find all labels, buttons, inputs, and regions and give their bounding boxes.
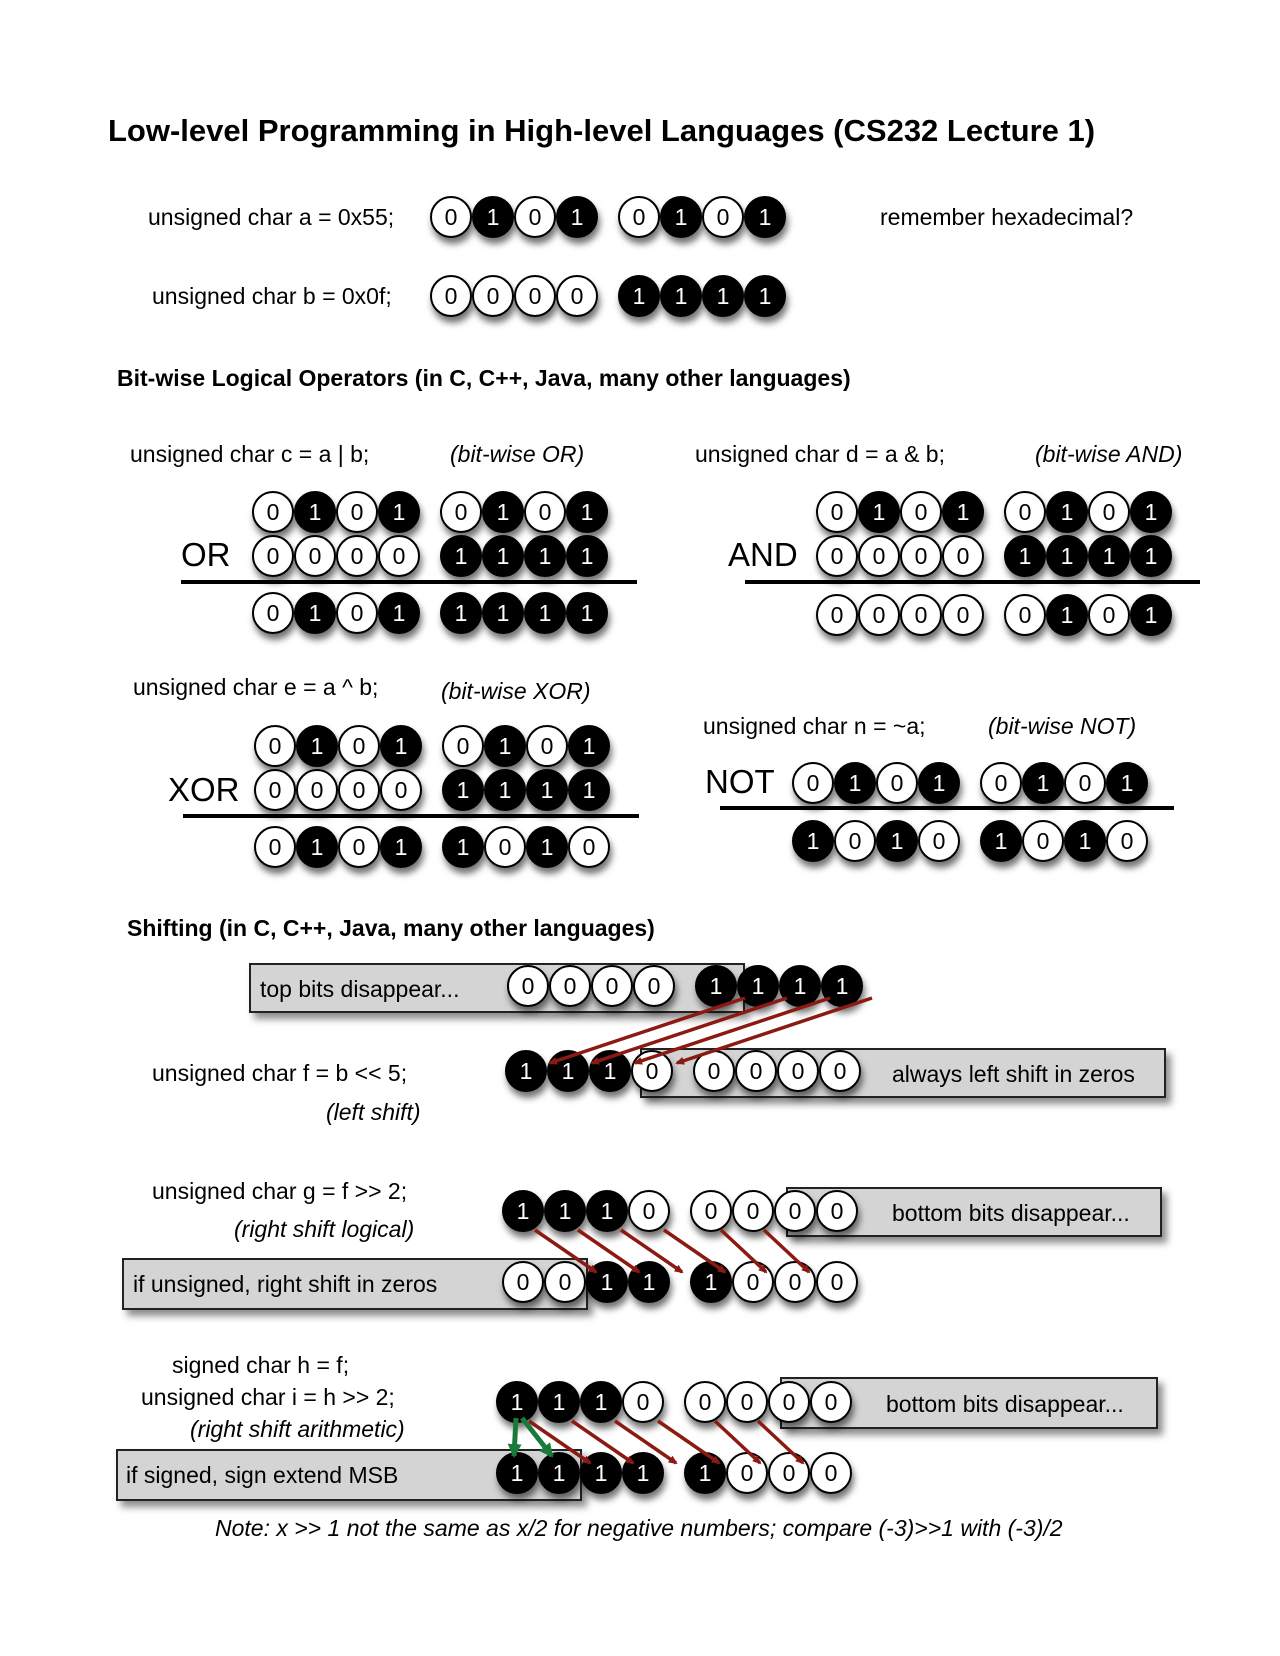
bit-1: 1 — [1106, 762, 1148, 804]
and-desc: (bit-wise AND) — [1035, 441, 1183, 467]
bit-0: 0 — [858, 594, 900, 636]
bit-1: 1 — [586, 1190, 628, 1232]
bit-0: 0 — [544, 1261, 586, 1303]
bit-1: 1 — [1046, 491, 1088, 533]
rsl-fill-note: if unsigned, right shift in zeros — [133, 1271, 438, 1297]
and-rule — [745, 580, 1200, 584]
bit-0: 0 — [1004, 594, 1046, 636]
bit-1: 1 — [1130, 535, 1172, 577]
bit-0: 0 — [918, 820, 960, 862]
and-decl: unsigned char d = a & b; — [695, 441, 945, 467]
bit-1: 1 — [1088, 535, 1130, 577]
bit-0: 0 — [732, 1190, 774, 1232]
bit-0: 0 — [810, 1452, 852, 1494]
page-title: Low-level Programming in High-level Languages (CS232 Lecture 1) — [108, 113, 1096, 148]
bit-0: 0 — [633, 965, 675, 1007]
bit-0: 0 — [254, 769, 296, 811]
bit-1: 1 — [482, 592, 524, 634]
bit-0: 0 — [900, 491, 942, 533]
bit-0: 0 — [296, 769, 338, 811]
bit-0: 0 — [693, 1050, 735, 1092]
bit-0: 0 — [980, 762, 1022, 804]
bit-1: 1 — [918, 762, 960, 804]
bit-0: 0 — [816, 1190, 858, 1232]
bit-1: 1 — [380, 826, 422, 868]
or-desc: (bit-wise OR) — [450, 441, 585, 467]
bit-1: 1 — [568, 725, 610, 767]
bit-1: 1 — [858, 491, 900, 533]
bit-1: 1 — [482, 535, 524, 577]
bit-1: 1 — [538, 1452, 580, 1494]
bit-1: 1 — [1130, 491, 1172, 533]
bitwise-heading: Bit-wise Logical Operators (in C, C++, Java, many other languages) — [117, 365, 851, 391]
bit-0: 0 — [792, 762, 834, 804]
bit-0: 0 — [430, 196, 472, 238]
bit-1: 1 — [589, 1050, 631, 1092]
bit-0: 0 — [526, 725, 568, 767]
bit-1: 1 — [684, 1452, 726, 1494]
bit-0: 0 — [834, 820, 876, 862]
not-rule — [720, 806, 1174, 810]
bit-1: 1 — [779, 965, 821, 1007]
bit-0: 0 — [684, 1381, 726, 1423]
decl-b: unsigned char b = 0x0f; — [152, 283, 392, 309]
bit-1: 1 — [876, 820, 918, 862]
shifting-heading: Shifting (in C, C++, Java, many other languages) — [127, 915, 655, 941]
rsl-bottom-note: bottom bits disappear... — [892, 1200, 1130, 1226]
bit-1: 1 — [660, 196, 702, 238]
bit-1: 1 — [737, 965, 779, 1007]
bit-1: 1 — [482, 491, 524, 533]
bit-1: 1 — [378, 592, 420, 634]
bit-0: 0 — [690, 1190, 732, 1232]
bit-1: 1 — [622, 1452, 664, 1494]
bit-0: 0 — [628, 1190, 670, 1232]
bit-0: 0 — [507, 965, 549, 1007]
rsa-fill-note: if signed, sign extend MSB — [126, 1462, 399, 1488]
decl-a: unsigned char a = 0x55; — [148, 204, 395, 230]
bit-0: 0 — [777, 1050, 819, 1092]
rsl-decl: unsigned char g = f >> 2; — [152, 1178, 408, 1204]
bit-1: 1 — [821, 965, 863, 1007]
bit-0: 0 — [502, 1261, 544, 1303]
or-rule — [181, 580, 637, 584]
bit-1: 1 — [586, 1261, 628, 1303]
bit-1: 1 — [380, 725, 422, 767]
not-desc: (bit-wise NOT) — [988, 713, 1137, 739]
bit-0: 0 — [338, 725, 380, 767]
hex-note: remember hexadecimal? — [880, 204, 1134, 230]
bit-0: 0 — [726, 1381, 768, 1423]
bit-0: 0 — [735, 1050, 777, 1092]
bit-1: 1 — [294, 592, 336, 634]
bit-0: 0 — [726, 1452, 768, 1494]
bit-0: 0 — [942, 535, 984, 577]
bit-1: 1 — [547, 1050, 589, 1092]
bit-0: 0 — [1064, 762, 1106, 804]
bit-1: 1 — [566, 592, 608, 634]
bit-0: 0 — [252, 491, 294, 533]
bit-1: 1 — [834, 762, 876, 804]
bit-0: 0 — [442, 725, 484, 767]
bit-0: 0 — [524, 491, 566, 533]
bit-1: 1 — [440, 592, 482, 634]
bit-1: 1 — [566, 535, 608, 577]
bit-1: 1 — [568, 769, 610, 811]
bit-0: 0 — [549, 965, 591, 1007]
bit-1: 1 — [744, 275, 786, 317]
bit-0: 0 — [556, 275, 598, 317]
xor-rule — [183, 814, 639, 818]
bit-0: 0 — [430, 275, 472, 317]
bit-1: 1 — [942, 491, 984, 533]
bit-0: 0 — [631, 1050, 673, 1092]
bit-1: 1 — [294, 491, 336, 533]
left-desc: (left shift) — [326, 1099, 421, 1125]
rsa-desc: (right shift arithmetic) — [190, 1416, 405, 1442]
bit-0: 0 — [876, 762, 918, 804]
bit-0: 0 — [1022, 820, 1064, 862]
bit-0: 0 — [338, 769, 380, 811]
bit-1: 1 — [695, 965, 737, 1007]
bit-0: 0 — [819, 1050, 861, 1092]
bit-1: 1 — [442, 769, 484, 811]
xor-op: XOR — [168, 771, 240, 808]
top-bits-note: top bits disappear... — [260, 976, 460, 1002]
rsl-desc: (right shift logical) — [234, 1216, 415, 1242]
bit-1: 1 — [524, 535, 566, 577]
bit-1: 1 — [538, 1381, 580, 1423]
bit-1: 1 — [1046, 535, 1088, 577]
bit-0: 0 — [254, 725, 296, 767]
bit-0: 0 — [618, 196, 660, 238]
rsa-bottom-note: bottom bits disappear... — [886, 1391, 1124, 1417]
left-decl: unsigned char f = b << 5; — [152, 1060, 408, 1086]
bit-0: 0 — [336, 491, 378, 533]
bit-1: 1 — [496, 1452, 538, 1494]
bit-1: 1 — [1022, 762, 1064, 804]
bit-0: 0 — [768, 1381, 810, 1423]
bit-1: 1 — [526, 826, 568, 868]
bit-0: 0 — [816, 491, 858, 533]
bit-1: 1 — [1004, 535, 1046, 577]
bit-0: 0 — [514, 275, 556, 317]
bit-1: 1 — [556, 196, 598, 238]
bit-1: 1 — [580, 1381, 622, 1423]
bit-1: 1 — [1130, 594, 1172, 636]
bit-0: 0 — [810, 1381, 852, 1423]
bit-1: 1 — [496, 1381, 538, 1423]
xor-decl: unsigned char e = a ^ b; — [133, 674, 379, 700]
bit-0: 0 — [380, 769, 422, 811]
bit-0: 0 — [336, 535, 378, 577]
bit-1: 1 — [524, 592, 566, 634]
bit-0: 0 — [622, 1381, 664, 1423]
bit-0: 0 — [858, 535, 900, 577]
bit-0: 0 — [378, 535, 420, 577]
bit-1: 1 — [618, 275, 660, 317]
bit-1: 1 — [744, 196, 786, 238]
bit-0: 0 — [514, 196, 556, 238]
bit-0: 0 — [816, 535, 858, 577]
bit-1: 1 — [702, 275, 744, 317]
bit-0: 0 — [774, 1261, 816, 1303]
or-decl: unsigned char c = a | b; — [130, 441, 370, 467]
bit-0: 0 — [440, 491, 482, 533]
bit-0: 0 — [702, 196, 744, 238]
bit-0: 0 — [1088, 491, 1130, 533]
or-op: OR — [181, 536, 231, 573]
bit-0: 0 — [900, 535, 942, 577]
bit-0: 0 — [900, 594, 942, 636]
bit-1: 1 — [566, 491, 608, 533]
bit-1: 1 — [296, 725, 338, 767]
rsa-decl1: signed char h = f; — [172, 1352, 350, 1378]
bit-1: 1 — [502, 1190, 544, 1232]
zeros-note: always left shift in zeros — [892, 1061, 1135, 1087]
bit-0: 0 — [816, 594, 858, 636]
bit-1: 1 — [1046, 594, 1088, 636]
shift-note: Note: x >> 1 not the same as x/2 for negative numbers; compare (-3)>>1 with (-3)/2 — [215, 1515, 1063, 1541]
bit-0: 0 — [774, 1190, 816, 1232]
bit-0: 0 — [1106, 820, 1148, 862]
bit-1: 1 — [472, 196, 514, 238]
bit-0: 0 — [252, 592, 294, 634]
bit-1: 1 — [442, 826, 484, 868]
bit-0: 0 — [1088, 594, 1130, 636]
bit-1: 1 — [690, 1261, 732, 1303]
bit-0: 0 — [942, 594, 984, 636]
bit-0: 0 — [338, 826, 380, 868]
not-op: NOT — [705, 763, 775, 800]
bit-1: 1 — [484, 725, 526, 767]
bit-1: 1 — [1064, 820, 1106, 862]
bit-1: 1 — [544, 1190, 586, 1232]
bit-0: 0 — [732, 1261, 774, 1303]
bit-1: 1 — [505, 1050, 547, 1092]
bit-0: 0 — [1004, 491, 1046, 533]
bit-0: 0 — [254, 826, 296, 868]
bit-0: 0 — [816, 1261, 858, 1303]
not-decl: unsigned char n = ~a; — [703, 713, 926, 739]
bit-0: 0 — [252, 535, 294, 577]
bit-1: 1 — [580, 1452, 622, 1494]
and-op: AND — [728, 536, 798, 573]
bit-1: 1 — [484, 769, 526, 811]
bit-1: 1 — [792, 820, 834, 862]
bit-0: 0 — [472, 275, 514, 317]
bit-1: 1 — [628, 1261, 670, 1303]
bit-0: 0 — [568, 826, 610, 868]
bit-1: 1 — [980, 820, 1022, 862]
bit-1: 1 — [526, 769, 568, 811]
bit-0: 0 — [484, 826, 526, 868]
bit-0: 0 — [294, 535, 336, 577]
bit-1: 1 — [440, 535, 482, 577]
bit-0: 0 — [336, 592, 378, 634]
bit-0: 0 — [591, 965, 633, 1007]
bit-0: 0 — [768, 1452, 810, 1494]
bit-1: 1 — [378, 491, 420, 533]
bit-1: 1 — [660, 275, 702, 317]
bit-1: 1 — [296, 826, 338, 868]
rsa-decl2: unsigned char i = h >> 2; — [141, 1384, 395, 1410]
xor-desc: (bit-wise XOR) — [441, 678, 591, 704]
